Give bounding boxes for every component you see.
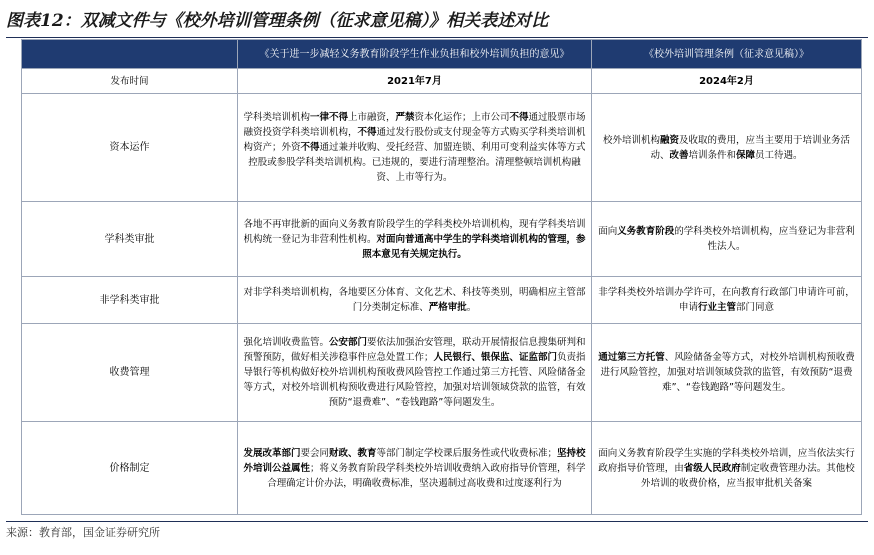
date-row xyxy=(22,69,862,94)
body-text: 校外培训机构 xyxy=(602,134,660,146)
body-text: 员工待遇。 xyxy=(755,149,803,161)
body-text: 学科类培训机构 xyxy=(243,112,310,123)
emphasis-text: 不得 xyxy=(357,127,377,138)
body-text: 非学科类校外培训办学许可，在向教育行政部门申请许可前，申请 xyxy=(598,287,855,313)
comparison-table xyxy=(21,39,862,515)
row-2021-text xyxy=(238,202,592,277)
emphasis-text: 省级人民政府 xyxy=(683,462,741,474)
emphasis-text: 一律不得 xyxy=(309,112,348,123)
row-label: 非学科类审批 xyxy=(22,277,238,324)
body-text: 通过股票市场融资投资学科类培训机构， xyxy=(243,112,586,138)
row-2021-text xyxy=(238,94,592,202)
emphasis-text: 人民银行、银保监、证监部门 xyxy=(433,352,557,363)
emphasis-text: 公安部门 xyxy=(328,337,367,348)
table-row-subject-approval xyxy=(22,202,862,277)
body-text: 强化培训收费监管。 xyxy=(243,337,329,348)
body-text: 资本化运作；上市公司 xyxy=(414,112,510,123)
row-2024-text xyxy=(592,324,862,422)
header-policy-2024: 《校外培训管理条例（征求意见稿）》 xyxy=(592,40,862,69)
emphasis-text: 严禁 xyxy=(395,112,415,123)
source-note: 来源：教育部，国金证券研究所 xyxy=(6,526,160,539)
emphasis-text: 坚持校外培训公益属性 xyxy=(243,447,586,474)
body-text: 面向 xyxy=(598,226,618,237)
row-2024-text xyxy=(592,94,862,202)
row-label: 资本运作 xyxy=(22,94,238,202)
emphasis-text: 财政、教育 xyxy=(328,447,377,459)
body-text: 部门同意 xyxy=(736,302,775,313)
body-text: 通过发行股份或支付现金等方式购买学科类培训机构资产；外资 xyxy=(243,127,586,153)
source-divider xyxy=(6,521,868,522)
emphasis-text: 义务教育阶段 xyxy=(617,226,675,237)
date-2021: 2021年7月 xyxy=(238,69,592,94)
row-2021-text xyxy=(238,324,592,422)
emphasis-text: 保障 xyxy=(736,149,756,161)
body-text: 上市融资， xyxy=(347,112,396,123)
body-text: 制定收费管理办法。其他校外培训的收费价格，应当报审批机关备案 xyxy=(640,462,855,489)
emphasis-text: 融资 xyxy=(659,134,679,146)
body-text: 各地不再审批新的面向义务教育阶段学生的学科类校外培训机构，现有学科类培训机构统一登记为非营利性机构。 xyxy=(243,218,586,245)
row-2024-text xyxy=(592,277,862,324)
emphasis-text: 不得 xyxy=(300,142,320,153)
body-text: 负责指导银行等机构做好校外培训机构预收费风险管控工作通过第三方托管、风险储备金等方式，对校外培训机构预收费进行风险管控，加强对培训领域贷款的监管，有效预防“退费难”、“卷钱跑路”等问题发生。 xyxy=(243,352,586,408)
date-label: 发布时间 xyxy=(22,69,238,94)
body-text: 等部门制定学校课后服务性或代收费标准； xyxy=(376,447,558,459)
body-text: 。 xyxy=(466,302,477,313)
body-text: 培训条件和 xyxy=(688,149,736,161)
row-2021-text xyxy=(238,277,592,324)
body-text: 通过兼并收购、受托经营、加盟连锁、利用可变利益实体等方式控股或参股学科类培训机构。已违规的，要进行清理整治。清理整顿培训机构融资、上市等行为。 xyxy=(248,142,586,183)
date-2024: 2024年2月 xyxy=(592,69,862,94)
emphasis-text: 通过第三方托管 xyxy=(598,352,665,363)
header-row xyxy=(22,40,862,69)
table-row-capital xyxy=(22,94,862,202)
figure-title: 图表12：双减文件与《校外培训管理条例（征求意见稿）》相关表述对比 xyxy=(6,11,549,31)
emphasis-text: 严格审批 xyxy=(428,302,467,313)
body-text: 的学科类校外培训机构，应当登记为非营利性法人。 xyxy=(674,226,855,252)
title-divider xyxy=(6,37,868,38)
row-2024-text xyxy=(592,422,862,515)
row-label: 学科类审批 xyxy=(22,202,238,277)
emphasis-text: 改善 xyxy=(669,149,689,161)
body-text: 对非学科类培训机构，各地要区分体育、文化艺术、科技等类别，明确相应主管部门分类制定标准、 xyxy=(243,287,586,313)
header-blank-cell xyxy=(22,40,238,69)
body-text: 要依法加强治安管理，联动开展情报信息搜集研判和预警预防，做好相关涉稳事件应急处置工作； xyxy=(243,337,586,363)
table-row-pricing xyxy=(22,422,862,515)
body-text: ；将义务教育阶段学科类校外培训收费纳入政府指导价管理，科学合理确定计价办法，明确收费标准，坚决遏制过高收费和过度逐利行为 xyxy=(267,462,586,489)
body-text: 及收取的费用，应当主要用于培训业务活动、 xyxy=(650,134,851,161)
row-2024-text xyxy=(592,202,862,277)
row-2021-text xyxy=(238,422,592,515)
emphasis-text: 不得 xyxy=(509,112,529,123)
header-policy-2021: 《关于进一步减轻义务教育阶段学生作业负担和校外培训负担的意见》 xyxy=(238,40,592,69)
body-text: 要会同 xyxy=(300,447,329,459)
row-label: 收费管理 xyxy=(22,324,238,422)
row-label: 价格制定 xyxy=(22,422,238,515)
body-text: 、风险储备金等方式，对校外培训机构预收费进行风险管控，加强对培训领域贷款的监管，有效预防“退费难”、“卷钱跑路”等问题发生。 xyxy=(600,352,855,393)
table-row-fee-management xyxy=(22,324,862,422)
emphasis-text: 行业主管 xyxy=(697,302,736,313)
body-text: 面向义务教育阶段学生实施的学科类校外培训，应当依法实行政府指导价管理，由 xyxy=(598,447,855,474)
emphasis-text: 发展改革部门 xyxy=(243,447,301,459)
emphasis-text: 对面向普通高中学生的学科类培训机构的管理，参照本意见有关规定执行。 xyxy=(362,233,586,260)
table-row-nonsubject-approval xyxy=(22,277,862,324)
